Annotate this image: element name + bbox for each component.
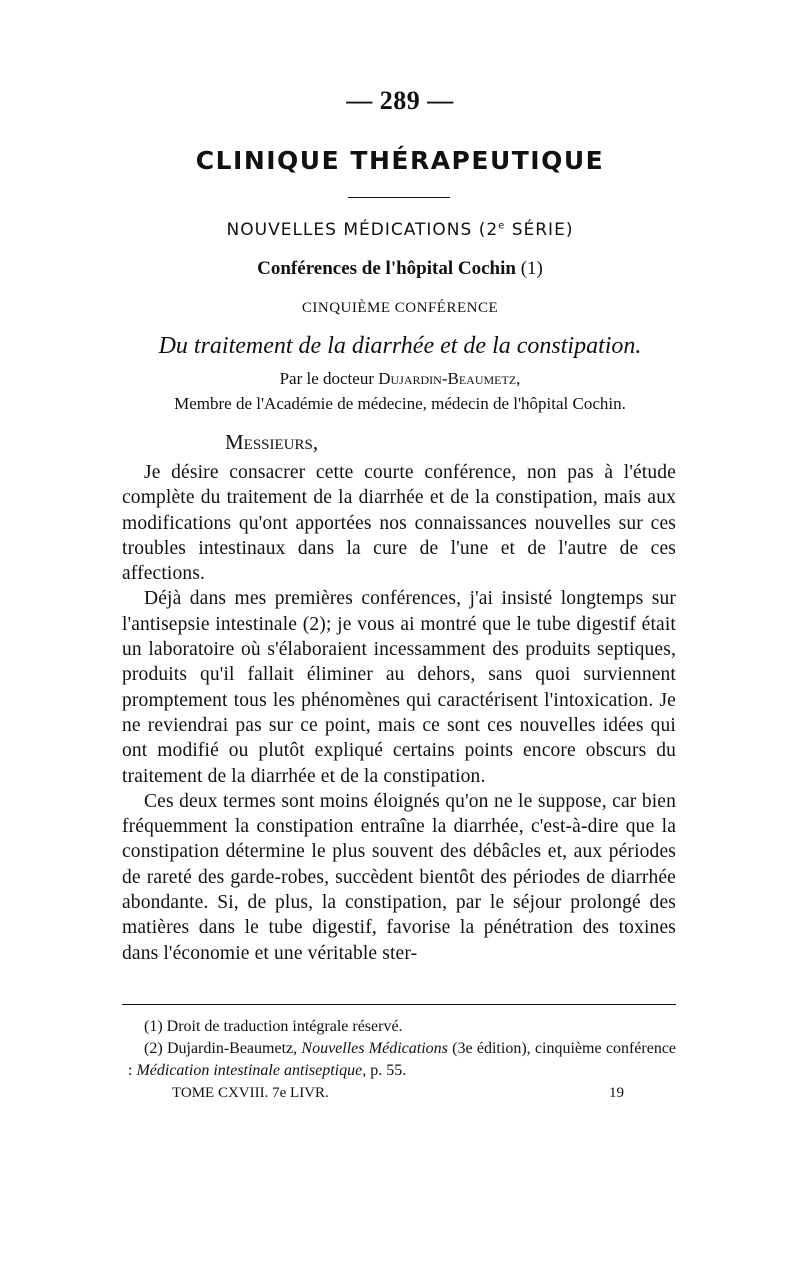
author-affiliation: Membre de l'Académie de médecine, médecin de l'hôpital Cochin. xyxy=(174,394,626,413)
footnote-2-end: p. 55. xyxy=(366,1062,407,1079)
footnote-2-middle: (3e édition), cinquième conférence : xyxy=(128,1040,677,1079)
footnote-2-prefix: (2) Dujardin-Beaumetz, xyxy=(144,1040,302,1057)
footnote-2-subtitle: Médication intestinale antiseptique, xyxy=(136,1062,367,1079)
body-paragraph-3: Ces deux termes sont moins éloignés qu'on ne le suppose, car bien fréquemment la constipation entraîne la diarrhée, c'est-à-dire que la constipation détermine le plus souvent des débâcles et, aux périodes de rareté des garde-robes, succèdent bientôt des périodes de diarrhée abondante. Si, de plus, la constipation, par le séjour prolongé des matières dans le tube digestif, favorise la pénétration des toxines dans l'économie et une véritable ster- xyxy=(122,790,676,964)
rubric-heading: CLINIQUE THÉRAPEUTIQUE xyxy=(195,146,605,175)
footnote-2 xyxy=(128,1038,676,1082)
series-suffix: SÉRIE) xyxy=(505,220,574,240)
series-prefix: NOUVELLES MÉDICATIONS (2 xyxy=(226,220,499,240)
footnotes xyxy=(128,1016,676,1082)
signature-sheet: 19 xyxy=(609,1085,624,1101)
author-prefix: Par le docteur xyxy=(279,369,379,388)
lecture-title: Du traitement de la diarrhée et de la constipation. xyxy=(158,333,642,359)
venue-text: Conférences de l'hôpital Cochin xyxy=(257,258,516,279)
heading-rule xyxy=(348,197,450,198)
lecture-number: CINQUIÈME CONFÉRENCE xyxy=(301,300,499,316)
author-line xyxy=(0,369,800,389)
footnote-rule xyxy=(122,1004,676,1005)
footnote-2-title: Nouvelles Médications xyxy=(301,1040,448,1057)
printer-signature xyxy=(172,1085,624,1102)
venue-heading xyxy=(0,258,800,280)
body-paragraph-1: Je désire consacrer cette courte conférence, non pas à l'étude complète du traitement de la diarrhée et de la constipation, mais aux modifications qu'ont apportées nos connaissances nouvelles sur ces troubles intestinaux dans la cure de l'une et de l'autre de ces affections. xyxy=(122,462,676,585)
series-heading xyxy=(0,220,800,240)
footnote-1: (1) Droit de traduction intégrale réservé. xyxy=(144,1018,403,1035)
salutation: Messieurs, xyxy=(225,430,319,454)
series-superscript: e xyxy=(498,220,506,232)
author-name: Dujardin-Beaumetz, xyxy=(378,369,521,388)
body-paragraph-2: Déjà dans mes premières conférences, j'ai insisté longtemps sur l'antisepsie intestinale (2); je vous ai montré que le tube digestif était un laboratoire où s'élaboraient incessamment des produits septiques, produits qu'il fallait éliminer au dehors, sans quoi surviennent promptement tous les phénomènes qui caractérisent l'intoxication. Je ne reviendrai pas sur ce point, mais ce sont ces nouvelles idées qui ont modifié ou plutôt expliqué certains points encore obscurs du traitement de la diarrhée et de la constipation. xyxy=(122,588,676,787)
signature-volume: TOME CXVIII. 7e LIVR. xyxy=(172,1085,329,1101)
venue-footnote-ref: (1) xyxy=(515,258,543,279)
page-number: — 289 — xyxy=(346,86,454,115)
body-text xyxy=(122,460,676,966)
